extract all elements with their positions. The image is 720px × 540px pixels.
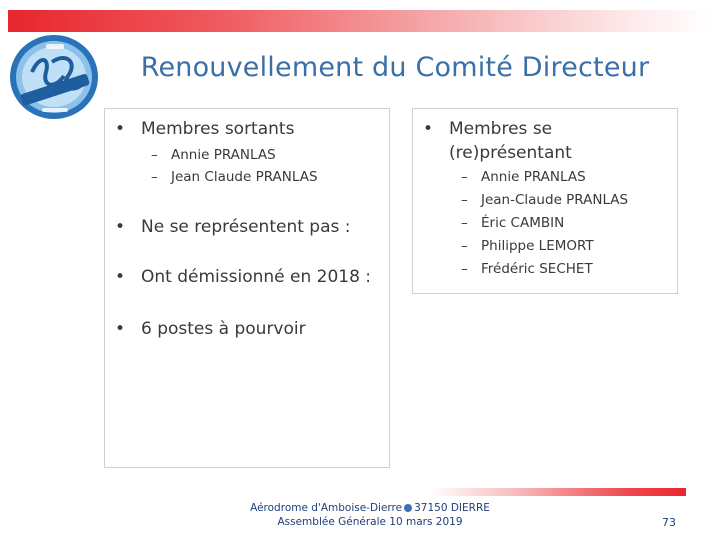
- bullet-dot: •: [115, 217, 126, 237]
- aeroclub-logo-icon: [6, 32, 102, 122]
- bullet-dot: •: [423, 119, 434, 139]
- sub-dash: –: [151, 169, 158, 185]
- sub-text: Annie PRANLAS: [171, 147, 276, 163]
- sub-text: Jean-Claude PRANLAS: [481, 192, 629, 208]
- header-accent-bar: [8, 10, 712, 32]
- sub-dash: –: [461, 169, 468, 185]
- bullet-dot: •: [115, 267, 126, 287]
- sub-dash: –: [461, 192, 468, 208]
- page-number: 73: [662, 516, 676, 529]
- sub-dash: –: [461, 261, 468, 277]
- sub-dash: –: [461, 215, 468, 231]
- sub-text: Jean Claude PRANLAS: [171, 169, 318, 185]
- sub-dash: –: [461, 238, 468, 254]
- footer-aerodrome: Aérodrome d'Amboise-Dierre: [250, 502, 403, 514]
- right-content-panel: [412, 108, 678, 294]
- sub-text: Frédéric SECHET: [481, 261, 593, 277]
- footer-dot-icon: [404, 504, 412, 512]
- bullet-text: Ne se représentent pas :: [141, 217, 351, 237]
- bullet-text: Membres sortants: [141, 119, 295, 139]
- bullet-text: 6 postes à pourvoir: [141, 319, 306, 339]
- bullet-text: (re)présentant: [449, 143, 572, 163]
- slide-title: Renouvellement du Comité Directeur: [140, 52, 650, 83]
- sub-text: Philippe LEMORT: [481, 238, 594, 254]
- footer-address: [220, 502, 520, 514]
- sub-text: Annie PRANLAS: [481, 169, 586, 185]
- sub-text: Éric CAMBIN: [481, 215, 565, 231]
- left-content-panel: [104, 108, 390, 468]
- footer-event: Assemblée Générale 10 mars 2019: [277, 516, 463, 528]
- footer-city: 37150 DIERRE: [414, 502, 490, 514]
- bullet-dot: •: [115, 119, 126, 139]
- sub-dash: –: [151, 147, 158, 163]
- footer-accent-bar: [430, 488, 686, 496]
- bullet-text: Membres se: [449, 119, 553, 139]
- bullet-dot: •: [115, 319, 126, 339]
- bullet-text: Ont démissionné en 2018 :: [141, 267, 372, 287]
